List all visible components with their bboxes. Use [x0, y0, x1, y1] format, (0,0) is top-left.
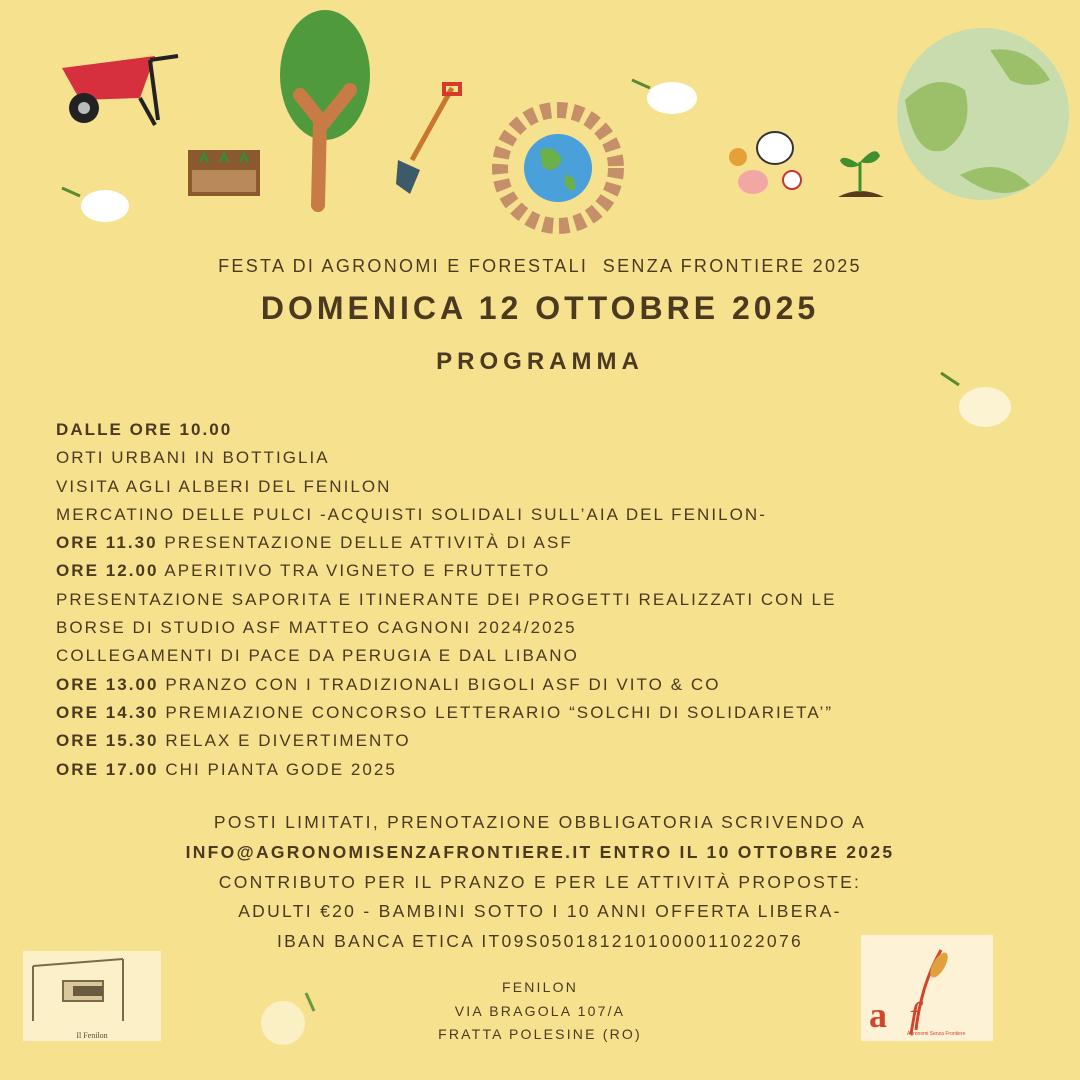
- schedule-time: ORE 13.00: [56, 674, 159, 694]
- tree-icon: [280, 10, 370, 205]
- map-sketch-icon: [23, 951, 161, 1026]
- dove-icon: [632, 80, 697, 114]
- svg-text:Agronomi Senza Frontiere: Agronomi Senza Frontiere: [907, 1031, 966, 1037]
- schedule-item: [56, 529, 836, 557]
- schedule-activity: PRESENTAZIONE SAPORITA E ITINERANTE DEI PROGETTI REALIZZATI CON LE: [56, 589, 837, 609]
- dove-icon: [62, 188, 129, 222]
- map-caption: Il Fenilon: [76, 1031, 108, 1040]
- venue-name: FENILON: [501, 979, 579, 995]
- schedule-time: ORE 17.00: [56, 759, 159, 779]
- schedule-list: [56, 416, 836, 784]
- booking-line: POSTI LIMITATI, PRENOTAZIONE OBBLIGATORIA SCRIVENDO A: [213, 812, 867, 832]
- schedule-item: [56, 586, 836, 614]
- seed-tray-icon: [188, 150, 260, 196]
- globe-hands-icon: [500, 110, 616, 226]
- schedule-item: [56, 473, 836, 501]
- schedule-activity: COLLEGAMENTI DI PACE DA PERUGIA E DAL LIBANO: [56, 646, 579, 666]
- schedule-activity: RELAX E DIVERTIMENTO: [165, 731, 411, 751]
- schedule-time: DALLE ORE 10.00: [56, 420, 233, 439]
- svg-text:f: f: [909, 995, 920, 1035]
- schedule-item: [56, 756, 836, 784]
- booking-email: INFO@AGRONOMISENZAFRONTIERE.IT ENTRO IL 10 OTTOBRE 2025: [185, 841, 895, 862]
- dove-icon: [935, 365, 1025, 445]
- farm-animals-icon: [729, 132, 801, 194]
- event-date: DOMENICA 12 OTTOBRE 2025: [260, 290, 820, 326]
- schedule-item: [56, 614, 836, 642]
- event-subtitle: FESTA DI AGRONOMI E FORESTALI SENZA FRONTIERE 2025: [218, 256, 862, 276]
- schedule-time: ORE 11.30: [56, 533, 158, 553]
- schedule-time: ORE 12.00: [56, 561, 159, 581]
- schedule-item: [56, 671, 836, 699]
- schedule-item: [56, 642, 836, 670]
- schedule-time: ORE 14.30: [56, 702, 159, 722]
- schedule-activity: VISITA AGLI ALBERI DEL FENILON: [56, 476, 392, 496]
- iban-line: IBAN BANCA ETICA IT09S0501812101000011022076: [276, 931, 804, 952]
- schedule-activity: BORSE DI STUDIO ASF MATTEO CAGNONI 2024/2025: [56, 618, 577, 638]
- earth-icon: [897, 28, 1069, 200]
- price-line: ADULTI €20 - BAMBINI SOTTO I 10 ANNI OFFERTA LIBERA-: [238, 901, 842, 922]
- schedule-item: [56, 557, 836, 585]
- schedule-activity: ORTI URBANI IN BOTTIGLIA: [56, 448, 330, 468]
- historic-map-image: [23, 951, 161, 1041]
- venue-city: FRATTA POLESINE (RO): [438, 1026, 642, 1042]
- asf-logo: [861, 935, 993, 1041]
- schedule-item: [56, 416, 836, 444]
- wheat-logo-icon: [861, 935, 993, 1041]
- sprout-icon: [838, 151, 884, 197]
- contribution-line: CONTRIBUTO PER IL PRANZO E PER LE ATTIVITÀ PROPOSTE:: [218, 871, 862, 892]
- schedule-activity: APERITIVO TRA VIGNETO E FRUTTETO: [164, 561, 551, 581]
- schedule-item: [56, 699, 836, 727]
- schedule-time: ORE 15.30: [56, 731, 159, 751]
- venue-street: VIA BRAGOLA 107/A: [454, 1002, 626, 1019]
- wheelbarrow-icon: [62, 56, 178, 125]
- schedule-activity: PRESENTAZIONE DELLE ATTIVITÀ DI ASF: [164, 533, 573, 553]
- schedule-activity: CHI PIANTA GODE 2025: [165, 759, 397, 779]
- section-title: PROGRAMMA: [436, 348, 644, 375]
- schedule-item: [56, 444, 836, 472]
- schedule-item: [56, 727, 836, 755]
- schedule-activity: PRANZO CON I TRADIZIONALI BIGOLI ASF DI VITO & CO: [165, 674, 721, 694]
- header-illustrations: [0, 0, 1080, 250]
- schedule-item: [56, 501, 836, 529]
- svg-text:a: a: [869, 995, 887, 1035]
- schedule-activity: MERCATINO DELLE PULCI -ACQUISTI SOLIDALI SULL’AIA DEL FENILON-: [56, 504, 767, 524]
- schedule-activity: PREMIAZIONE CONCORSO LETTERARIO “SOLCHI DI SOLIDARIETA’”: [165, 702, 834, 722]
- shovel-icon: [396, 84, 460, 194]
